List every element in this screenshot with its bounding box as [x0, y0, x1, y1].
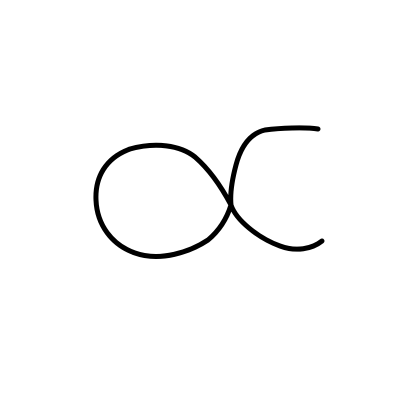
ink-stroke	[96, 128, 322, 257]
